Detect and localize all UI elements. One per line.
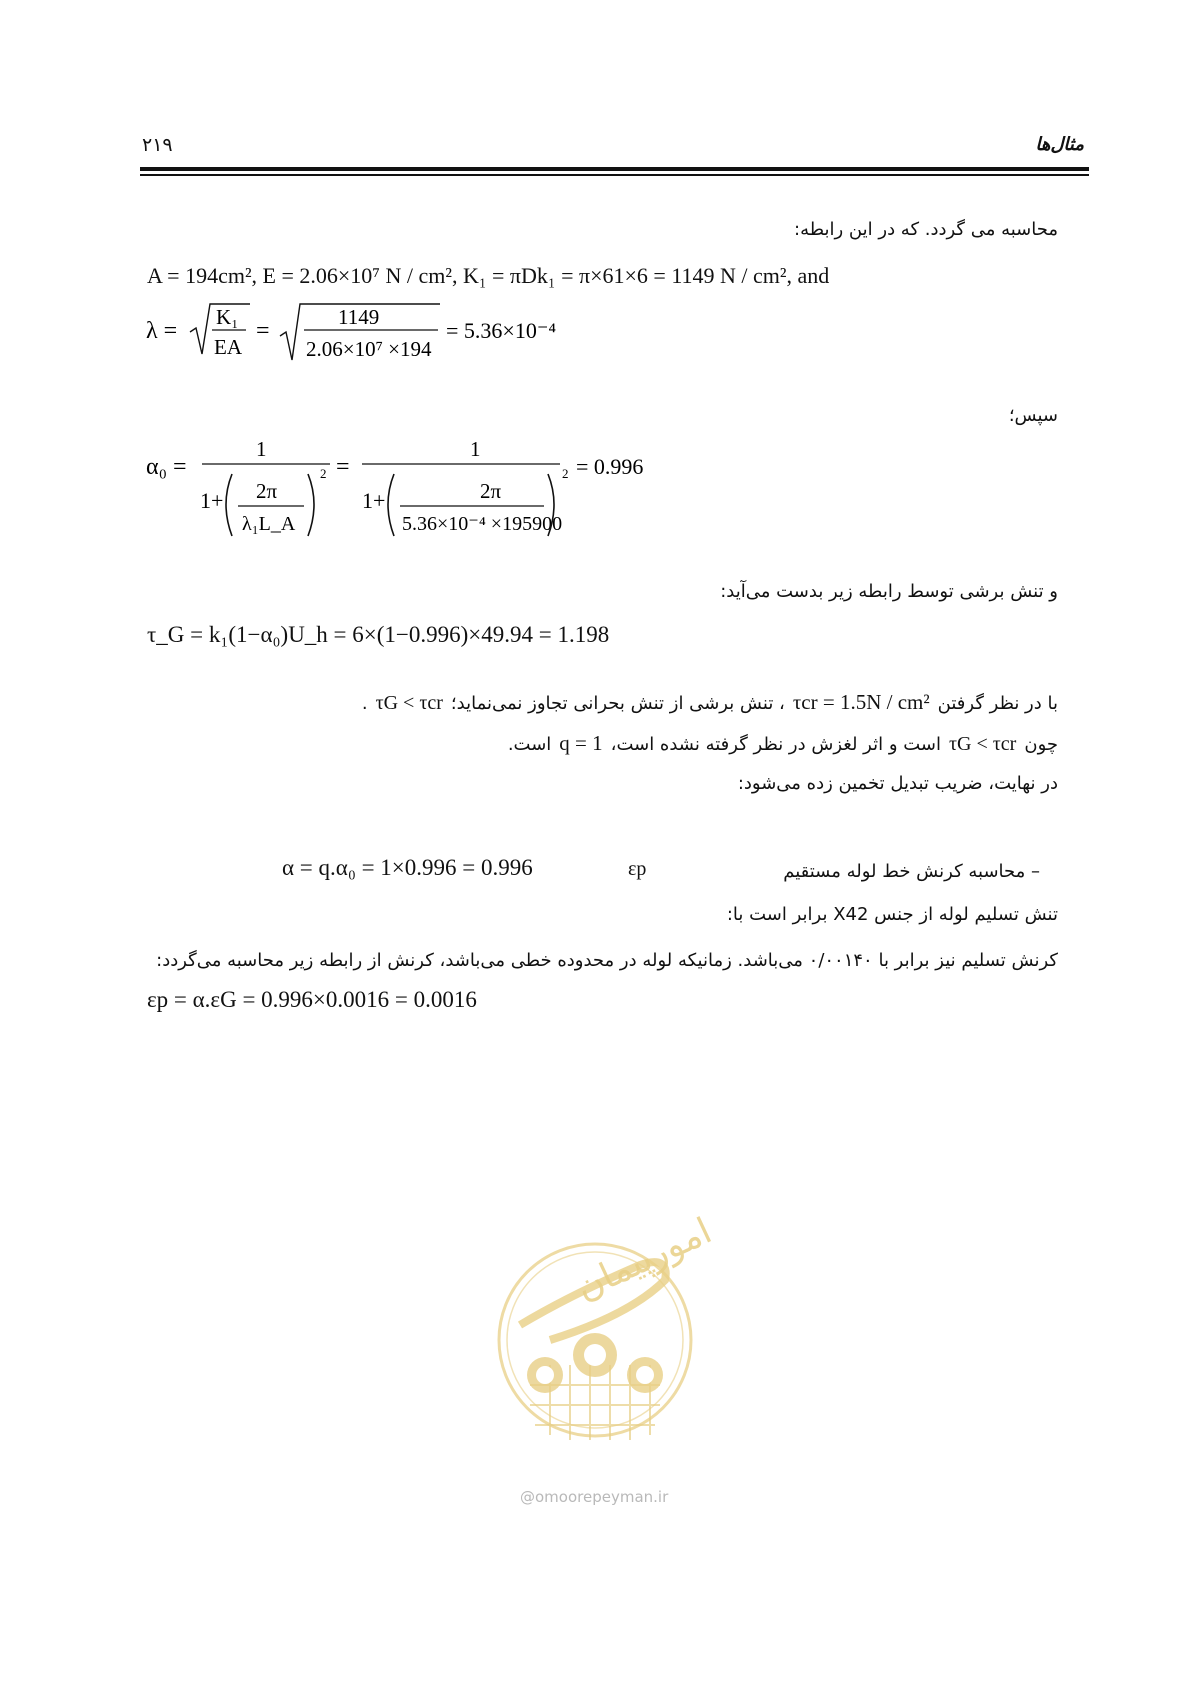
header-rule-thin — [140, 174, 1089, 176]
svg-text:1+: 1+ — [362, 488, 386, 513]
at-icon: @ — [520, 1488, 535, 1506]
paragraph-yield-strain: کرنش تسلیم نیز برابر با ۰/۰۰۱۴۰ می‌باشد. زمانیکه لوله در محدوده خطی می‌باشد، کرنش از رابطه زیر محاسبه می‌گردد: — [156, 950, 1058, 971]
paragraph-conversion: در نهایت، ضریب تبدیل تخمین زده می‌شود: — [737, 773, 1058, 794]
alpha0-inner-num-b: 2π — [480, 479, 502, 503]
alpha0-num-a: 1 — [256, 437, 267, 461]
alpha0-inner-den-b: 5.36×10⁻⁴ ×195900 — [402, 513, 563, 535]
watermark-url — [520, 1488, 668, 1506]
lambda-den-a: EA — [214, 335, 242, 359]
svg-text:2: 2 — [320, 466, 327, 481]
paragraph-shear: و تنش برشی توسط رابطه زیر بدست می‌آید: — [720, 581, 1058, 602]
watermark-logo-text: امورپیمان — [569, 1210, 718, 1309]
svg-text:=: = — [256, 318, 270, 344]
tau-comparison: τG < τcr — [375, 692, 443, 714]
epsilon-p-label: εp — [628, 858, 647, 880]
p5-mid: است و اثر لغزش در نظر گرفته نشده است، — [610, 734, 941, 755]
paragraph-intro: محاسبه می گردد. که در این رابطه: — [794, 219, 1058, 240]
lambda-num-b: 1149 — [338, 305, 380, 329]
alpha0-inner-den-a: λ₁L_A — [242, 513, 296, 535]
p5-prefix: چون — [1024, 734, 1058, 755]
paragraph-then: سپس؛ — [1008, 405, 1058, 426]
p4-prefix: با در نظر گرفتن — [937, 693, 1058, 714]
equation-alpha0 — [140, 438, 720, 556]
q-equation: q = 1 — [559, 731, 603, 755]
tau-cr-equation: τcr = 1.5N / cm² — [792, 690, 930, 714]
svg-text:=: = — [336, 454, 350, 480]
lambda-den-b: 2.06×10⁷ ×194 — [306, 337, 432, 361]
tau-comparison-2: τG < τcr — [949, 733, 1017, 755]
page-number: ۲۱۹ — [142, 134, 173, 156]
paragraph-tau-cr: با در نظر گرفتن τcr = 1.5N / cm² ، تنش برشی از تنش بحرانی تجاوز نمی‌نماید؛ τG < τcr . — [361, 690, 1058, 714]
equation-epsilon-p: εp = α.εG = 0.996×0.0016 = 0.0016 — [147, 987, 477, 1012]
equation-tau-g: τ_G = k₁(1−α₀)U_h = 6×(1−0.996)×49.94 = 1.198 — [147, 622, 610, 647]
equation-parameters: A = 194cm², E = 2.06×10⁷ N / cm², K₁ = πDk₁ = π×61×6 = 1149 N / cm², and — [147, 263, 830, 288]
alpha0-left: α₀ = — [146, 454, 187, 480]
alpha0-result: = 0.996 — [576, 454, 644, 479]
alpha0-num-b: 1 — [470, 437, 481, 461]
watermark-url-text: omoorepeyman.ir — [535, 1488, 669, 1506]
lambda-result: = 5.36×10⁻⁴ — [446, 318, 557, 343]
lambda-symbol: λ = — [146, 318, 178, 344]
paragraph-yield-stress: تنش تسلیم لوله از جنس X42 برابر است با: — [726, 904, 1058, 925]
header-rule-thick — [140, 167, 1089, 171]
equation-lambda — [140, 298, 600, 368]
section-title: مثال‌ها — [1035, 134, 1084, 155]
svg-text:2: 2 — [562, 466, 569, 481]
alpha0-inner-num-a: 2π — [256, 479, 278, 503]
watermark-logo — [490, 1210, 718, 1495]
bullet-strain-heading: – محاسبه کرنش خط لوله مستقیم — [783, 861, 1040, 882]
lambda-num-a: K₁ — [216, 305, 239, 329]
p5-end: است. — [507, 734, 552, 755]
equation-alpha: α = q.α₀ = 1×0.996 = 0.996 — [282, 855, 533, 880]
svg-text:1+: 1+ — [200, 488, 224, 513]
paragraph-slip — [508, 731, 1058, 756]
p4-mid: ، تنش برشی از تنش بحرانی تجاوز نمی‌نماید؛ — [450, 693, 785, 714]
